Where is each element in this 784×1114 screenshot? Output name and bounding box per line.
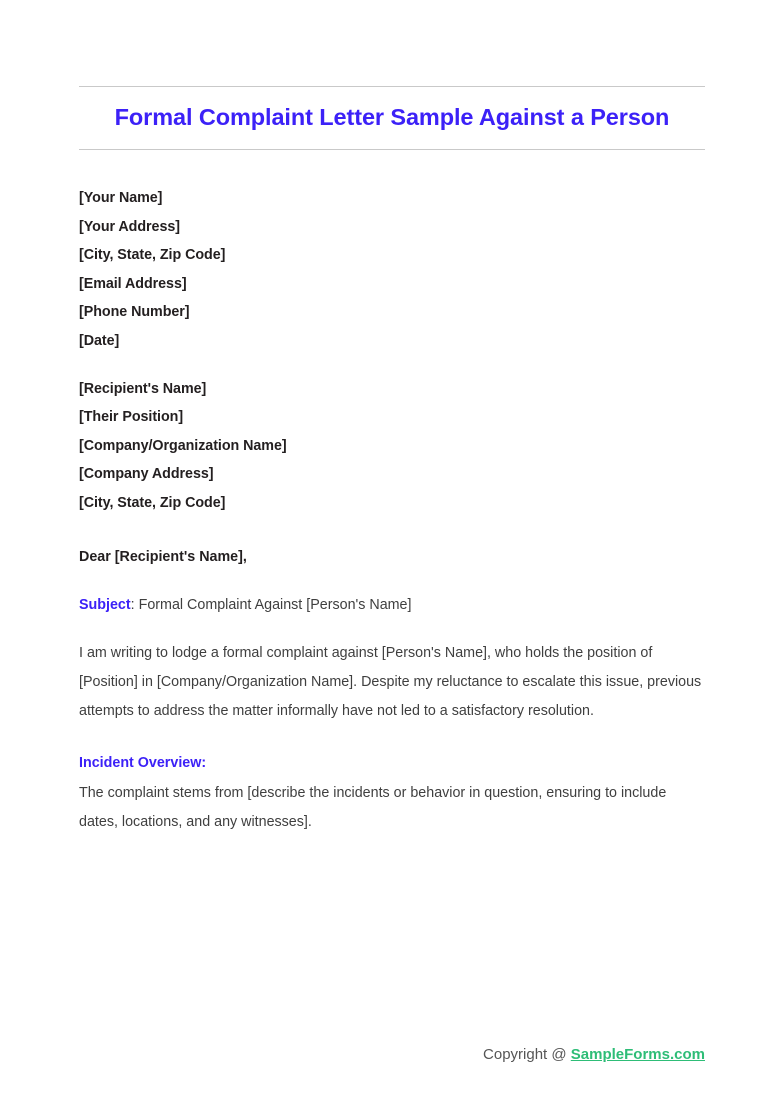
- sender-line: [City, State, Zip Code]: [79, 247, 226, 264]
- sender-line: [Phone Number]: [79, 304, 190, 321]
- title-block: [79, 86, 705, 150]
- recipient-line: [Recipient's Name]: [79, 380, 207, 397]
- paragraph-intro: I am writing to lodge a formal complaint against [Person's Name], who holds the position of [Position] in [Company/Organization Name]. Despite my reluctance to escalate this issue, previous attempts to address the matter informally have not led to a satisfactory resolution.: [79, 644, 702, 719]
- block-spacer: [79, 356, 705, 375]
- sender-line: [Email Address]: [79, 275, 187, 292]
- subject-line: [79, 595, 705, 615]
- footer-copyright: [483, 1046, 705, 1063]
- recipient-line: [Company Address]: [79, 466, 214, 483]
- recipient-address-block: [79, 375, 705, 518]
- salutation: Dear [Recipient's Name],: [79, 548, 247, 565]
- section-heading-incident-overview: Incident Overview:: [79, 754, 207, 771]
- subject-label: Subject: [79, 596, 131, 613]
- brand-link[interactable]: SampleForms.com: [570, 1046, 705, 1063]
- document-page: [0, 86, 784, 1114]
- recipient-line: [Their Position]: [79, 409, 184, 426]
- sender-line: [Date]: [79, 332, 120, 349]
- sender-line: [Your Name]: [79, 190, 163, 206]
- page-title: Formal Complaint Letter Sample Against a Person: [114, 104, 670, 130]
- letter-body: [79, 184, 705, 837]
- recipient-line: [City, State, Zip Code]: [79, 494, 226, 511]
- section-text-incident-overview: The complaint stems from [describe the incidents or behavior in question, ensuring to include dates, locations, and any witnesses].: [79, 784, 667, 830]
- sender-address-block: [79, 184, 705, 356]
- copyright-text: Copyright @: [483, 1046, 571, 1063]
- subject-text: : Formal Complaint Against [Person's Name]: [130, 596, 412, 613]
- recipient-line: [Company/Organization Name]: [79, 437, 287, 454]
- sender-line: [Your Address]: [79, 218, 180, 235]
